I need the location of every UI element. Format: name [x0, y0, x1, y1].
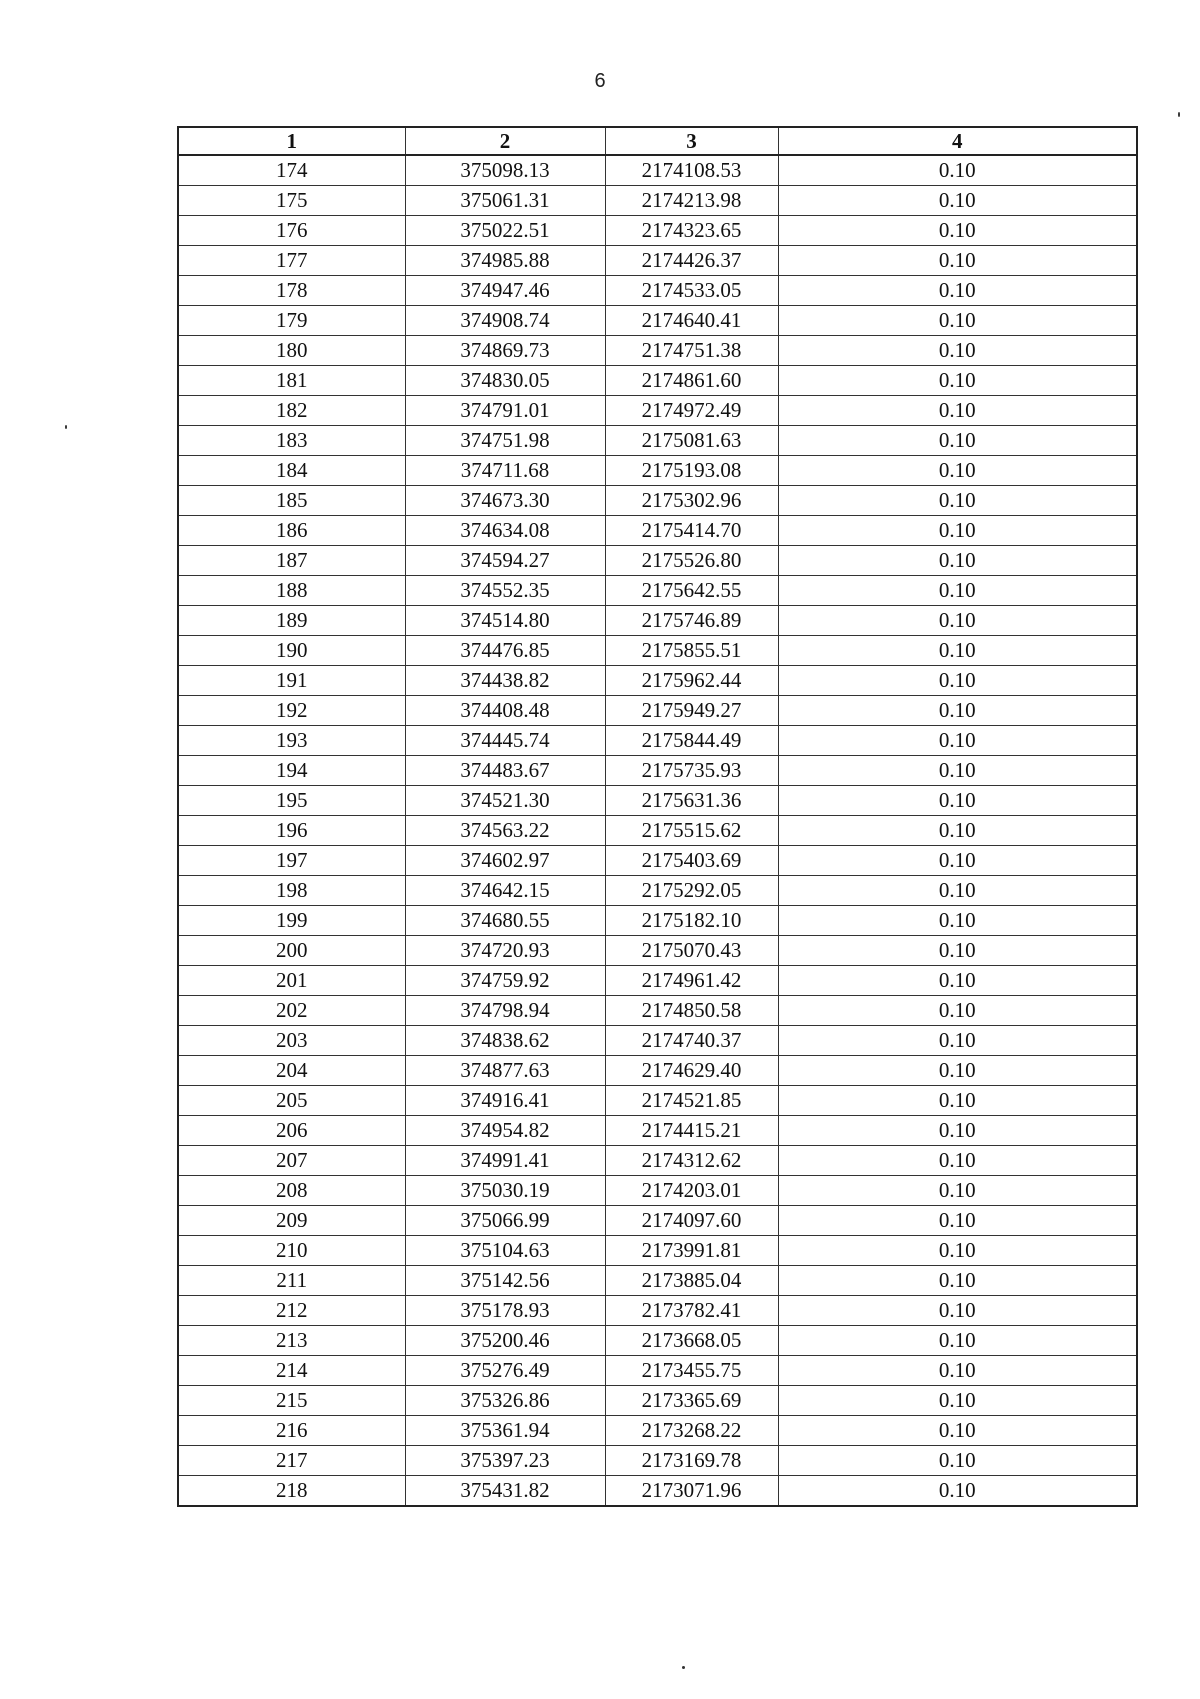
table-cell-col-1: 204	[178, 1056, 405, 1086]
table-cell-col-1: 196	[178, 816, 405, 846]
table-row	[178, 1056, 1137, 1086]
table-cell-col-4: 0.10	[778, 696, 1137, 726]
table-cell-col-1: 208	[178, 1176, 405, 1206]
table-row	[178, 666, 1137, 696]
table-row	[178, 1116, 1137, 1146]
table-cell-col-1: 211	[178, 1266, 405, 1296]
column-header-4: 4	[778, 127, 1137, 155]
table-cell-col-2: 375397.23	[405, 1446, 605, 1476]
table-cell-col-1: 182	[178, 396, 405, 426]
table-row	[178, 1476, 1137, 1507]
table-cell-col-3: 2174426.37	[605, 246, 778, 276]
table-row	[178, 846, 1137, 876]
table-cell-col-2: 374954.82	[405, 1116, 605, 1146]
table-cell-col-4: 0.10	[778, 306, 1137, 336]
table-row	[178, 1086, 1137, 1116]
table-cell-col-1: 203	[178, 1026, 405, 1056]
table-row	[178, 1266, 1137, 1296]
table-row	[178, 696, 1137, 726]
table-cell-col-4: 0.10	[778, 636, 1137, 666]
table-cell-col-4: 0.10	[778, 936, 1137, 966]
table-cell-col-1: 184	[178, 456, 405, 486]
table-cell-col-2: 374947.46	[405, 276, 605, 306]
table-row	[178, 396, 1137, 426]
table-cell-col-1: 193	[178, 726, 405, 756]
table-cell-col-3: 2173991.81	[605, 1236, 778, 1266]
table-cell-col-1: 190	[178, 636, 405, 666]
table-cell-col-3: 2173455.75	[605, 1356, 778, 1386]
table-cell-col-4: 0.10	[778, 1116, 1137, 1146]
table-cell-col-2: 375142.56	[405, 1266, 605, 1296]
table-cell-col-2: 374673.30	[405, 486, 605, 516]
table-cell-col-1: 192	[178, 696, 405, 726]
table-cell-col-4: 0.10	[778, 966, 1137, 996]
table-row	[178, 246, 1137, 276]
table-cell-col-4: 0.10	[778, 486, 1137, 516]
table-cell-col-4: 0.10	[778, 1326, 1137, 1356]
table-cell-col-2: 375061.31	[405, 186, 605, 216]
table-row	[178, 786, 1137, 816]
table-row	[178, 486, 1137, 516]
table-cell-col-3: 2174850.58	[605, 996, 778, 1026]
table-row	[178, 1146, 1137, 1176]
table-cell-col-1: 194	[178, 756, 405, 786]
table-cell-col-3: 2175735.93	[605, 756, 778, 786]
table-cell-col-2: 374916.41	[405, 1086, 605, 1116]
table-cell-col-4: 0.10	[778, 1386, 1137, 1416]
table-cell-col-3: 2173668.05	[605, 1326, 778, 1356]
table-row	[178, 186, 1137, 216]
table-cell-col-4: 0.10	[778, 366, 1137, 396]
table-cell-col-1: 181	[178, 366, 405, 396]
table-cell-col-3: 2175403.69	[605, 846, 778, 876]
table-cell-col-4: 0.10	[778, 276, 1137, 306]
table-cell-col-4: 0.10	[778, 906, 1137, 936]
table-cell-col-4: 0.10	[778, 1056, 1137, 1086]
table-cell-col-3: 2175070.43	[605, 936, 778, 966]
table-row	[178, 276, 1137, 306]
table-cell-col-1: 213	[178, 1326, 405, 1356]
table-cell-col-1: 183	[178, 426, 405, 456]
table-cell-col-2: 374476.85	[405, 636, 605, 666]
table-cell-col-4: 0.10	[778, 1086, 1137, 1116]
table-cell-col-1: 187	[178, 546, 405, 576]
table-cell-col-1: 176	[178, 216, 405, 246]
scan-speck	[682, 1666, 685, 1669]
table-row	[178, 606, 1137, 636]
table-row	[178, 636, 1137, 666]
table-cell-col-1: 207	[178, 1146, 405, 1176]
table-cell-col-2: 375200.46	[405, 1326, 605, 1356]
table-row	[178, 1026, 1137, 1056]
column-header-2: 2	[405, 127, 605, 155]
table-cell-col-1: 175	[178, 186, 405, 216]
table-cell-col-3: 2173782.41	[605, 1296, 778, 1326]
table-cell-col-1: 215	[178, 1386, 405, 1416]
table-cell-col-3: 2175526.80	[605, 546, 778, 576]
table-cell-col-1: 200	[178, 936, 405, 966]
table-row	[178, 1206, 1137, 1236]
table-cell-col-1: 199	[178, 906, 405, 936]
table-cell-col-3: 2175642.55	[605, 576, 778, 606]
table-cell-col-4: 0.10	[778, 846, 1137, 876]
table-cell-col-1: 174	[178, 155, 405, 186]
table-cell-col-4: 0.10	[778, 516, 1137, 546]
table-cell-col-4: 0.10	[778, 155, 1137, 186]
table-cell-col-2: 375030.19	[405, 1176, 605, 1206]
table-cell-col-2: 374445.74	[405, 726, 605, 756]
table-cell-col-3: 2173885.04	[605, 1266, 778, 1296]
table-cell-col-4: 0.10	[778, 1266, 1137, 1296]
table-cell-col-2: 374438.82	[405, 666, 605, 696]
table-cell-col-1: 186	[178, 516, 405, 546]
table-cell-col-4: 0.10	[778, 1296, 1137, 1326]
header-row	[178, 127, 1137, 155]
table-cell-col-4: 0.10	[778, 1356, 1137, 1386]
table-cell-col-2: 374751.98	[405, 426, 605, 456]
table-cell-col-3: 2173071.96	[605, 1476, 778, 1507]
table-cell-col-3: 2175081.63	[605, 426, 778, 456]
table-cell-col-3: 2175302.96	[605, 486, 778, 516]
table-cell-col-4: 0.10	[778, 1446, 1137, 1476]
table-cell-col-4: 0.10	[778, 786, 1137, 816]
table-cell-col-3: 2174521.85	[605, 1086, 778, 1116]
table-cell-col-4: 0.10	[778, 1146, 1137, 1176]
table-cell-col-4: 0.10	[778, 816, 1137, 846]
table-cell-col-1: 179	[178, 306, 405, 336]
table-row	[178, 1236, 1137, 1266]
table-row	[178, 1356, 1137, 1386]
table-cell-col-4: 0.10	[778, 216, 1137, 246]
table-cell-col-2: 374514.80	[405, 606, 605, 636]
coordinates-table	[177, 126, 1138, 1507]
table-cell-col-2: 375276.49	[405, 1356, 605, 1386]
table-cell-col-2: 375431.82	[405, 1476, 605, 1507]
table-row	[178, 366, 1137, 396]
table-cell-col-3: 2174972.49	[605, 396, 778, 426]
table-cell-col-2: 374908.74	[405, 306, 605, 336]
table-cell-col-1: 191	[178, 666, 405, 696]
table-cell-col-4: 0.10	[778, 336, 1137, 366]
table-cell-col-3: 2174740.37	[605, 1026, 778, 1056]
table-cell-col-1: 216	[178, 1416, 405, 1446]
table-cell-col-4: 0.10	[778, 756, 1137, 786]
table-cell-col-3: 2174108.53	[605, 155, 778, 186]
table-cell-col-3: 2173365.69	[605, 1386, 778, 1416]
column-header-1: 1	[178, 127, 405, 155]
table-cell-col-4: 0.10	[778, 576, 1137, 606]
table-cell-col-4: 0.10	[778, 1206, 1137, 1236]
table-cell-col-1: 210	[178, 1236, 405, 1266]
table-cell-col-4: 0.10	[778, 1176, 1137, 1206]
table-row	[178, 876, 1137, 906]
table-cell-col-2: 375098.13	[405, 155, 605, 186]
table-cell-col-3: 2175414.70	[605, 516, 778, 546]
table-cell-col-4: 0.10	[778, 246, 1137, 276]
table-row	[178, 996, 1137, 1026]
table-cell-col-1: 205	[178, 1086, 405, 1116]
table-cell-col-3: 2175193.08	[605, 456, 778, 486]
table-cell-col-1: 197	[178, 846, 405, 876]
table-row	[178, 155, 1137, 186]
table-cell-col-3: 2174629.40	[605, 1056, 778, 1086]
table-header	[178, 127, 1137, 155]
table-cell-col-1: 218	[178, 1476, 405, 1507]
table-cell-col-3: 2174533.05	[605, 276, 778, 306]
table-row	[178, 516, 1137, 546]
table-cell-col-1: 202	[178, 996, 405, 1026]
table-cell-col-2: 374711.68	[405, 456, 605, 486]
table-row	[178, 426, 1137, 456]
page-number: 6	[594, 70, 606, 92]
table-body	[178, 155, 1137, 1506]
table-row	[178, 1176, 1137, 1206]
table-cell-col-3: 2175949.27	[605, 696, 778, 726]
table-cell-col-2: 374830.05	[405, 366, 605, 396]
table-cell-col-3: 2174415.21	[605, 1116, 778, 1146]
table-cell-col-3: 2174323.65	[605, 216, 778, 246]
table-cell-col-2: 374408.48	[405, 696, 605, 726]
table-cell-col-2: 375326.86	[405, 1386, 605, 1416]
table-cell-col-1: 206	[178, 1116, 405, 1146]
table-cell-col-3: 2175182.10	[605, 906, 778, 936]
table-cell-col-1: 195	[178, 786, 405, 816]
table-cell-col-3: 2173268.22	[605, 1416, 778, 1446]
table-cell-col-2: 374483.67	[405, 756, 605, 786]
table-cell-col-2: 374869.73	[405, 336, 605, 366]
table-row	[178, 306, 1137, 336]
table-cell-col-3: 2175855.51	[605, 636, 778, 666]
table-cell-col-1: 214	[178, 1356, 405, 1386]
table-cell-col-2: 374594.27	[405, 546, 605, 576]
table-row	[178, 756, 1137, 786]
table-row	[178, 336, 1137, 366]
table-cell-col-3: 2175844.49	[605, 726, 778, 756]
table-row	[178, 456, 1137, 486]
table-cell-col-2: 374680.55	[405, 906, 605, 936]
table-cell-col-3: 2174640.41	[605, 306, 778, 336]
table-cell-col-2: 374552.35	[405, 576, 605, 606]
table-cell-col-2: 374634.08	[405, 516, 605, 546]
table-row	[178, 1296, 1137, 1326]
table-cell-col-1: 178	[178, 276, 405, 306]
table-cell-col-3: 2175292.05	[605, 876, 778, 906]
table-cell-col-3: 2174312.62	[605, 1146, 778, 1176]
table-cell-col-4: 0.10	[778, 1026, 1137, 1056]
table-cell-col-3: 2174961.42	[605, 966, 778, 996]
table-row	[178, 216, 1137, 246]
table-row	[178, 966, 1137, 996]
table-cell-col-2: 374798.94	[405, 996, 605, 1026]
table-row	[178, 1446, 1137, 1476]
table-row	[178, 906, 1137, 936]
table-cell-col-2: 374791.01	[405, 396, 605, 426]
table-cell-col-4: 0.10	[778, 426, 1137, 456]
table-cell-col-2: 374759.92	[405, 966, 605, 996]
table-row	[178, 816, 1137, 846]
table-cell-col-2: 374877.63	[405, 1056, 605, 1086]
scan-speck	[1178, 112, 1180, 117]
table-cell-col-1: 180	[178, 336, 405, 366]
table-row	[178, 1416, 1137, 1446]
table-cell-col-4: 0.10	[778, 606, 1137, 636]
table-cell-col-2: 374991.41	[405, 1146, 605, 1176]
table-cell-col-1: 198	[178, 876, 405, 906]
table-cell-col-1: 189	[178, 606, 405, 636]
table-cell-col-4: 0.10	[778, 456, 1137, 486]
table-cell-col-2: 375066.99	[405, 1206, 605, 1236]
table-cell-col-4: 0.10	[778, 666, 1137, 696]
table-cell-col-2: 374521.30	[405, 786, 605, 816]
table-row	[178, 1386, 1137, 1416]
table-cell-col-4: 0.10	[778, 996, 1137, 1026]
table-cell-col-2: 374642.15	[405, 876, 605, 906]
table-cell-col-3: 2175746.89	[605, 606, 778, 636]
table-cell-col-1: 209	[178, 1206, 405, 1236]
table-cell-col-2: 374838.62	[405, 1026, 605, 1056]
table-cell-col-1: 212	[178, 1296, 405, 1326]
table-cell-col-2: 374563.22	[405, 816, 605, 846]
table-cell-col-3: 2175515.62	[605, 816, 778, 846]
table-row	[178, 726, 1137, 756]
table-cell-col-1: 185	[178, 486, 405, 516]
table-cell-col-1: 177	[178, 246, 405, 276]
table-cell-col-4: 0.10	[778, 1236, 1137, 1266]
table-cell-col-1: 201	[178, 966, 405, 996]
table-cell-col-3: 2175962.44	[605, 666, 778, 696]
table-cell-col-3: 2174097.60	[605, 1206, 778, 1236]
column-header-3: 3	[605, 127, 778, 155]
table-cell-col-1: 217	[178, 1446, 405, 1476]
table-cell-col-4: 0.10	[778, 1416, 1137, 1446]
table-cell-col-4: 0.10	[778, 876, 1137, 906]
table-cell-col-4: 0.10	[778, 726, 1137, 756]
table-cell-col-2: 374985.88	[405, 246, 605, 276]
table-cell-col-4: 0.10	[778, 1476, 1137, 1507]
table-row	[178, 546, 1137, 576]
table-cell-col-4: 0.10	[778, 396, 1137, 426]
table-cell-col-3: 2174213.98	[605, 186, 778, 216]
table-cell-col-2: 375022.51	[405, 216, 605, 246]
table-cell-col-3: 2175631.36	[605, 786, 778, 816]
table-cell-col-3: 2174861.60	[605, 366, 778, 396]
table-cell-col-2: 374720.93	[405, 936, 605, 966]
table-row	[178, 576, 1137, 606]
table-cell-col-4: 0.10	[778, 186, 1137, 216]
table-cell-col-2: 375178.93	[405, 1296, 605, 1326]
table-cell-col-3: 2174203.01	[605, 1176, 778, 1206]
table-row	[178, 1326, 1137, 1356]
table-cell-col-3: 2174751.38	[605, 336, 778, 366]
table-cell-col-2: 375361.94	[405, 1416, 605, 1446]
table-cell-col-2: 374602.97	[405, 846, 605, 876]
table-cell-col-4: 0.10	[778, 546, 1137, 576]
table-cell-col-1: 188	[178, 576, 405, 606]
scan-speck	[65, 425, 67, 429]
table-cell-col-3: 2173169.78	[605, 1446, 778, 1476]
table-cell-col-2: 375104.63	[405, 1236, 605, 1266]
table-row	[178, 936, 1137, 966]
